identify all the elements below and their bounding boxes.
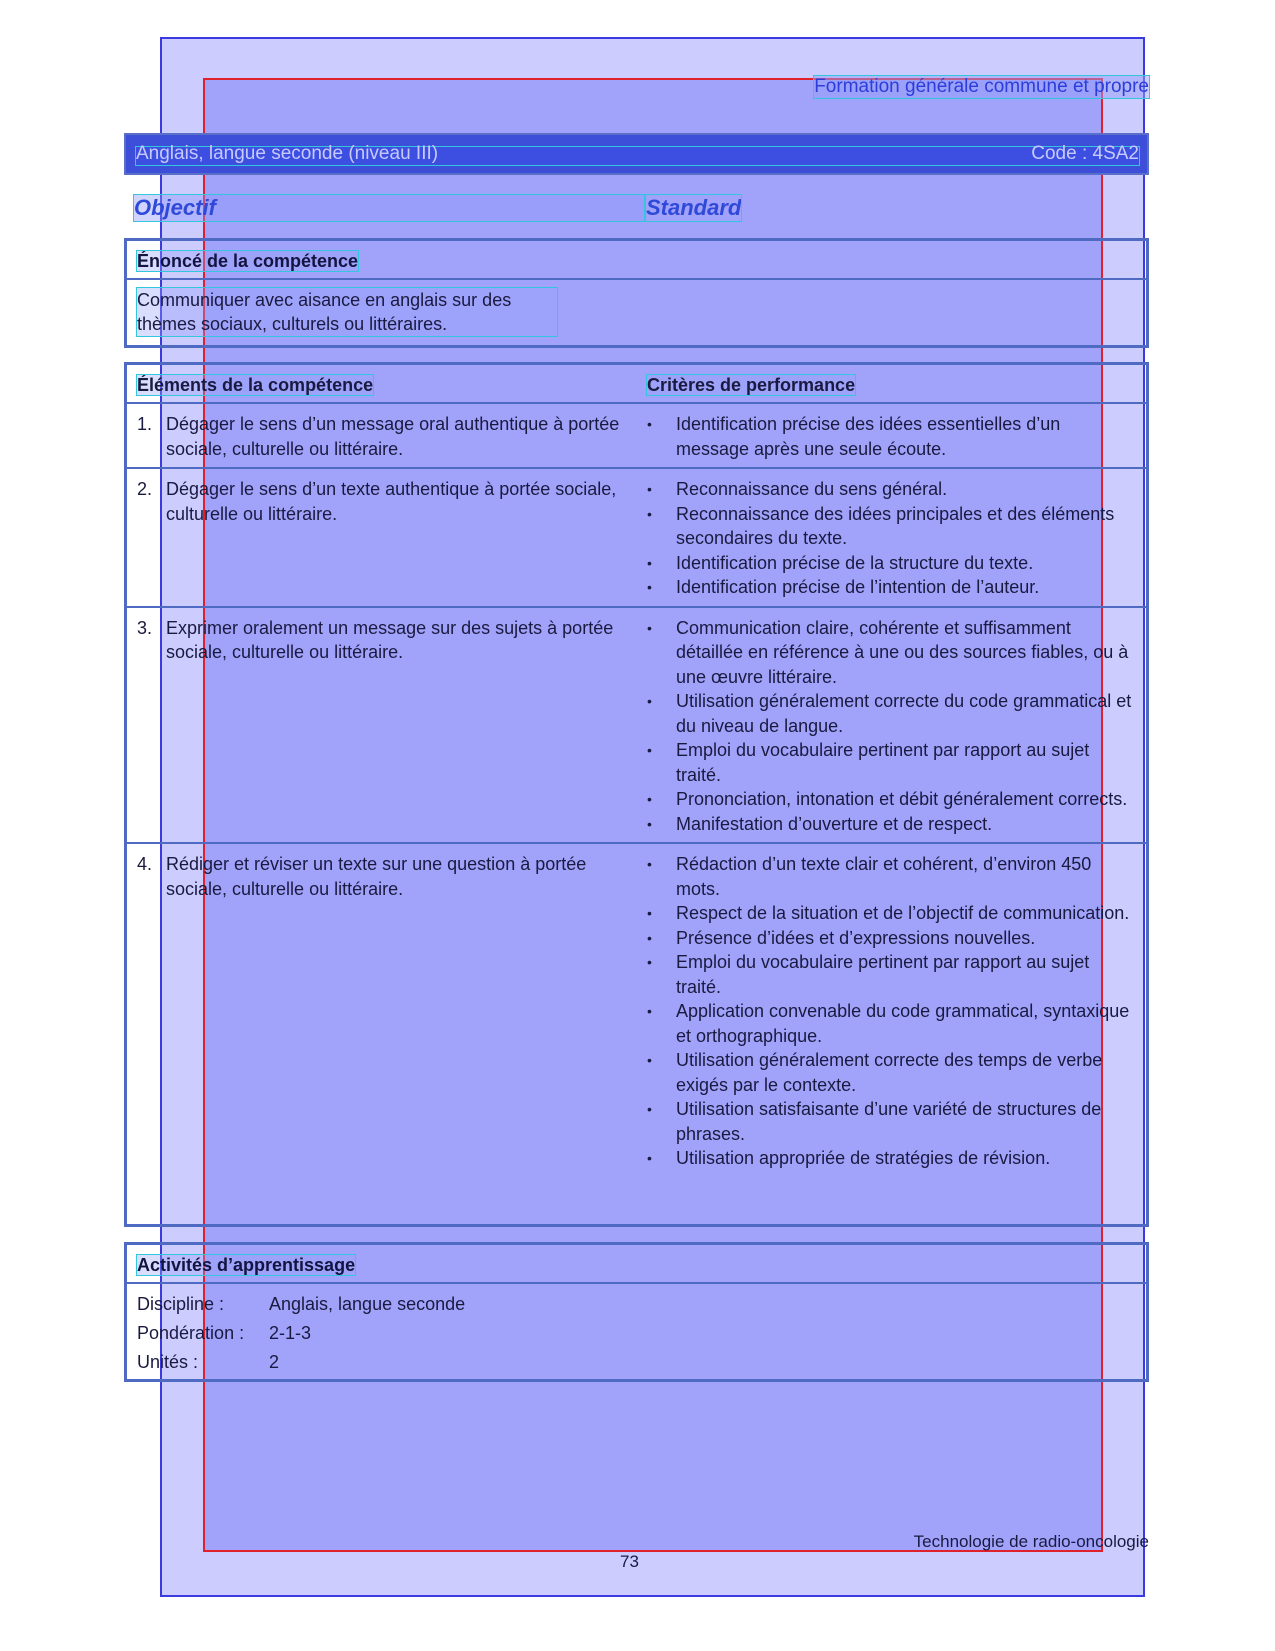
page-number: 73 xyxy=(620,1552,639,1571)
element-text: Exprimer oralement un message sur des sujets à portée sociale, culturelle ou littéraire. xyxy=(166,617,614,662)
element-text: Dégager le sens d’un message oral authentique à portée sociale, culturelle ou littéraire. xyxy=(166,414,620,459)
bullet-icon: • xyxy=(647,742,652,758)
criteria-text: Prononciation, intonation et débit généralement corrects. xyxy=(676,789,1128,809)
criteria-item xyxy=(647,477,1136,502)
bullet-icon: • xyxy=(647,856,652,872)
footer-program: Technologie de radio-oncologie xyxy=(913,1532,1149,1551)
course-code: Code : 4SA2 xyxy=(1031,143,1139,164)
criteria-text: Reconnaissance des idées principales et des éléments secondaires du texte. xyxy=(676,503,1115,548)
element-row xyxy=(127,469,1146,608)
criteria-item xyxy=(647,689,1136,738)
criteria-text: Communication claire, cohérente et suffisamment détaillée en référence à une ou des sources fiables, ou à une œuvre littéraire. xyxy=(676,617,1129,687)
bullet-icon: • xyxy=(647,416,652,432)
criteria-text: Utilisation généralement correcte des temps de verbe exigés par le contexte. xyxy=(676,1050,1103,1095)
criteria-item xyxy=(647,926,1136,951)
bullet-icon: • xyxy=(647,1101,652,1117)
activite-detail-row xyxy=(137,1290,1136,1319)
criteria-text: Utilisation généralement correcte du code grammatical et du niveau de langue. xyxy=(676,691,1132,736)
activites-title xyxy=(127,1245,1146,1284)
element-description xyxy=(137,852,647,1171)
bullet-icon: • xyxy=(647,815,652,832)
bullet-icon: • xyxy=(647,481,652,497)
activite-detail-row xyxy=(137,1319,1136,1348)
course-title: Anglais, langue seconde (niveau III) xyxy=(136,143,439,164)
criteria-item xyxy=(647,812,1136,837)
criteria-item xyxy=(647,1097,1136,1146)
criteria-item xyxy=(647,1146,1136,1171)
bullet-icon: • xyxy=(647,1003,652,1019)
course-header-band xyxy=(124,133,1149,175)
element-text: Dégager le sens d’un texte authentique à portée sociale, culturelle ou littéraire. xyxy=(166,479,617,524)
criteria-list xyxy=(647,477,1136,600)
criteria-text: Identification précise de la structure du texte. xyxy=(676,552,1034,573)
criteria-item xyxy=(647,901,1136,926)
detail-value: 2-1-3 xyxy=(269,1323,312,1343)
criteria-item xyxy=(647,412,1136,461)
element-description xyxy=(137,412,647,461)
element-number: 1. xyxy=(137,414,153,434)
criteria-item xyxy=(647,502,1136,551)
bullet-icon: • xyxy=(647,929,652,946)
detail-value: Anglais, langue seconde xyxy=(269,1294,466,1314)
element-description xyxy=(137,477,647,600)
elements-rows xyxy=(127,404,1146,1177)
bullet-icon: • xyxy=(647,954,652,970)
element-number: 2. xyxy=(137,479,153,499)
detail-value: 2 xyxy=(269,1352,280,1372)
criteria-item xyxy=(647,551,1136,576)
document-page xyxy=(124,0,1149,1651)
elements-column-title xyxy=(137,375,647,396)
criteria-item xyxy=(647,999,1136,1048)
criteria-text: Application convenable du code grammatical, syntaxique et orthographique. xyxy=(676,1001,1130,1046)
bullet-icon: • xyxy=(647,505,652,522)
enonce-text-body: Communiquer avec aisance en anglais sur des thèmes sociaux, culturels ou littéraires. xyxy=(137,288,557,336)
criteria-text: Identification précise des idées essentielles d’un message après une seule écoute. xyxy=(676,414,1061,459)
element-description xyxy=(137,616,647,837)
criteria-text: Manifestation d’ouverture et de respect. xyxy=(676,813,993,834)
criteria-item xyxy=(647,738,1136,787)
enonce-text xyxy=(127,280,1146,344)
elements-header-row xyxy=(127,365,1146,404)
criteria-text: Emploi du vocabulaire pertinent par rapport au sujet traité. xyxy=(676,740,1090,785)
criteria-text: Rédaction d’un texte clair et cohérent, d’environ 450 mots. xyxy=(676,854,1092,899)
criteria-list xyxy=(647,616,1136,837)
enonce-box xyxy=(124,238,1149,348)
bullet-icon: • xyxy=(647,791,652,807)
element-number: 3. xyxy=(137,617,153,638)
bullet-icon: • xyxy=(647,693,652,709)
criteria-item xyxy=(647,616,1136,690)
bullet-icon: • xyxy=(647,1150,652,1166)
activites-box xyxy=(124,1242,1149,1382)
criteria-list xyxy=(647,412,1136,461)
criteria-item xyxy=(647,852,1136,901)
detail-key: Pondération : xyxy=(137,1323,245,1343)
criteria-text: Emploi du vocabulaire pertinent par rapport au sujet traité. xyxy=(676,952,1090,997)
criteria-text: Reconnaissance du sens général. xyxy=(676,479,948,499)
element-text: Rédiger et réviser un texte sur une question à portée sociale, culturelle ou littéraire. xyxy=(166,854,587,899)
bullet-icon: • xyxy=(647,619,652,636)
criteres-column-title-text: Critères de performance xyxy=(647,375,856,395)
criteria-text: Présence d’idées et d’expressions nouvelles. xyxy=(676,927,1036,948)
element-row xyxy=(127,844,1146,1177)
activite-detail-row xyxy=(137,1348,1136,1377)
bullet-icon: • xyxy=(647,579,652,595)
criteria-text: Utilisation satisfaisante d’une variété de structures de phrases. xyxy=(676,1099,1102,1144)
criteria-text: Utilisation appropriée de stratégies de révision. xyxy=(676,1148,1051,1168)
standard-label: Standard xyxy=(646,195,742,220)
elements-column-title-text: Éléments de la compétence xyxy=(137,375,374,395)
detail-key: Discipline : xyxy=(137,1294,225,1314)
enonce-title-text: Énoncé de la compétence xyxy=(137,251,359,271)
criteria-item xyxy=(647,575,1136,600)
objectif-label: Objectif xyxy=(134,195,644,221)
element-number: 4. xyxy=(137,854,153,874)
criteria-list xyxy=(647,852,1136,1171)
enonce-title xyxy=(127,241,1146,280)
element-row xyxy=(127,608,1146,845)
criteria-item xyxy=(647,950,1136,999)
criteres-column-title xyxy=(647,375,855,396)
activites-title-text: Activités d’apprentissage xyxy=(137,1255,356,1275)
detail-key: Unités : xyxy=(137,1352,199,1372)
elements-box xyxy=(124,362,1149,1227)
criteria-text: Identification précise de l’intention de l’auteur. xyxy=(676,577,1040,597)
bullet-icon: • xyxy=(647,554,652,571)
activites-details xyxy=(127,1284,1146,1377)
bullet-icon: • xyxy=(647,905,652,921)
element-row xyxy=(127,404,1146,469)
criteria-text: Respect de la situation et de l’objectif de communication. xyxy=(676,903,1130,923)
bullet-icon: • xyxy=(647,1052,652,1068)
criteria-item xyxy=(647,787,1136,812)
top-right-header: Formation générale commune et propre xyxy=(814,76,1149,97)
criteria-item xyxy=(647,1048,1136,1097)
